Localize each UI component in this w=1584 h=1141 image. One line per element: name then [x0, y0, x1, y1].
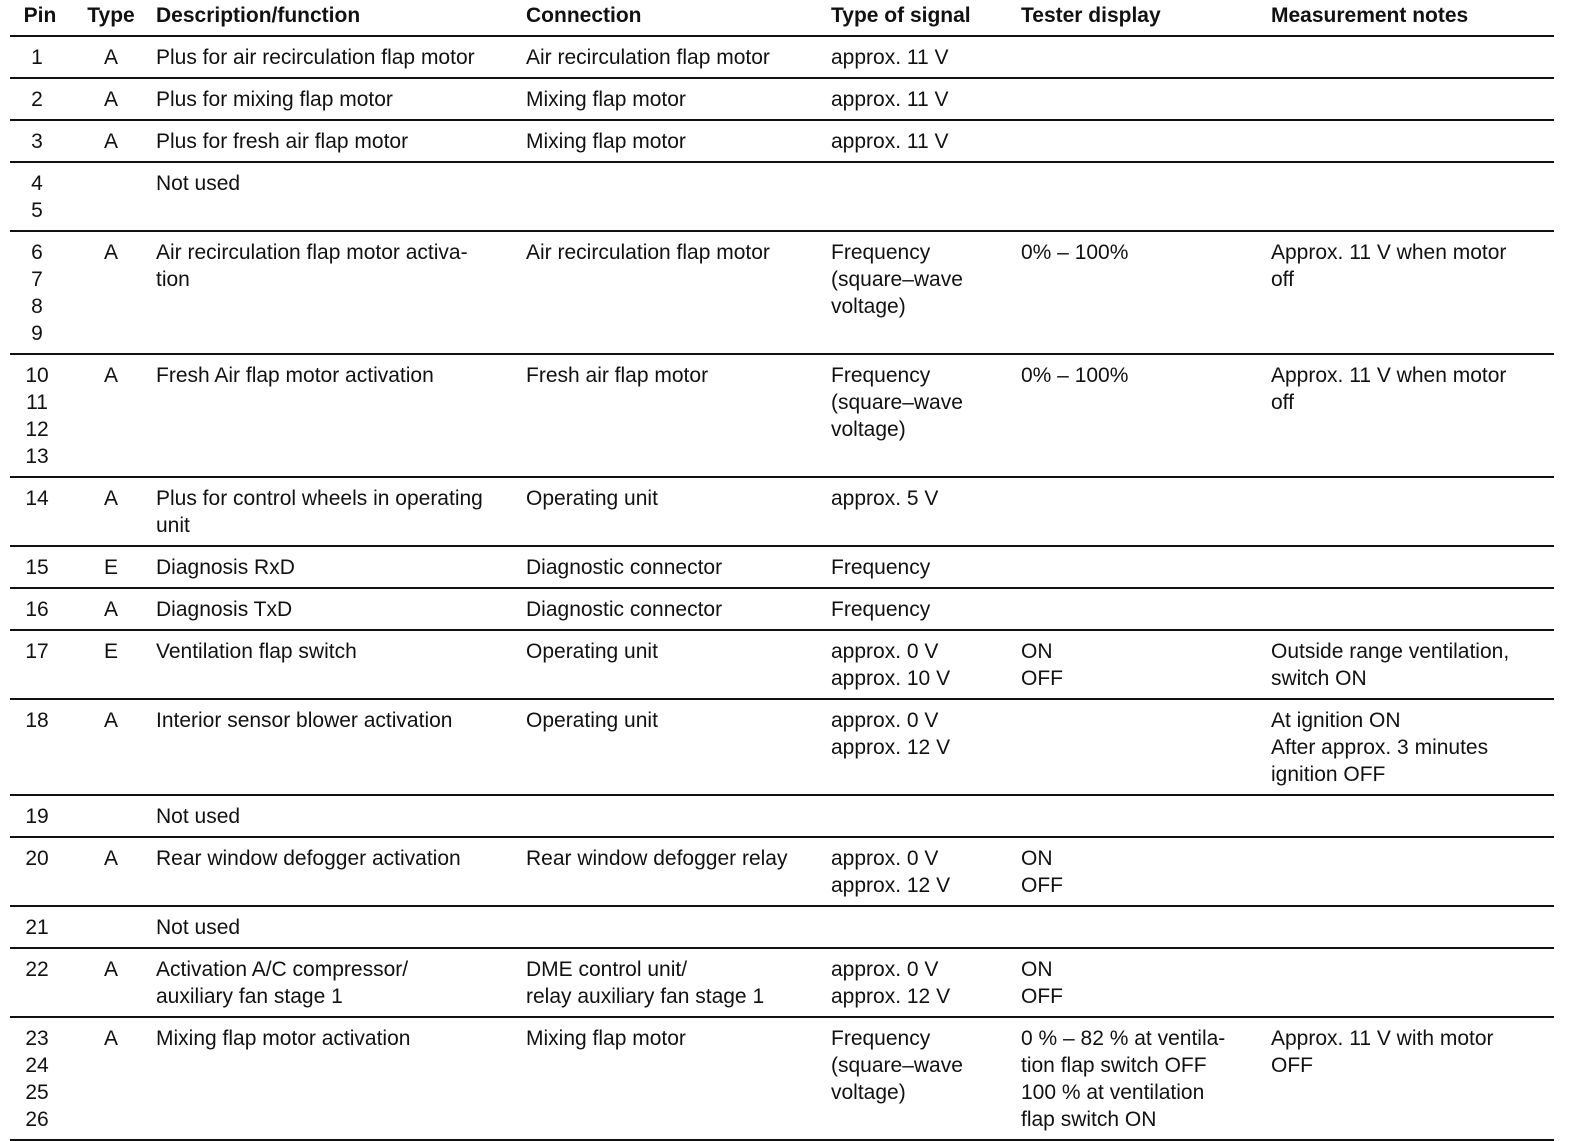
table-row — [10, 699, 1554, 795]
cell-notes — [1267, 162, 1554, 231]
cell-description: Fresh Air flap motor activation — [152, 354, 522, 477]
cell-type: E — [70, 546, 152, 588]
cell-tester — [1017, 477, 1267, 546]
cell-signal — [827, 795, 1017, 837]
cell-type: A — [70, 477, 152, 546]
cell-notes — [1267, 588, 1554, 630]
cell-notes — [1267, 120, 1554, 162]
header-connection: Connection — [522, 0, 827, 36]
cell-pin: 23 24 25 26 — [10, 1017, 70, 1140]
table-row — [10, 120, 1554, 162]
cell-pin: 10 11 12 13 — [10, 354, 70, 477]
cell-description: Air recirculation flap motor activa- tion — [152, 231, 522, 354]
cell-tester — [1017, 120, 1267, 162]
cell-type: A — [70, 36, 152, 78]
cell-connection — [522, 162, 827, 231]
cell-description: Plus for fresh air flap motor — [152, 120, 522, 162]
table-body — [10, 36, 1554, 1140]
cell-signal — [827, 162, 1017, 231]
cell-tester — [1017, 906, 1267, 948]
cell-tester — [1017, 795, 1267, 837]
header-notes: Measurement notes — [1267, 0, 1554, 36]
cell-tester — [1017, 588, 1267, 630]
cell-pin: 15 — [10, 546, 70, 588]
cell-tester — [1017, 36, 1267, 78]
cell-type: E — [70, 630, 152, 699]
cell-type: A — [70, 78, 152, 120]
cell-description: Plus for air recirculation flap motor — [152, 36, 522, 78]
header-tester: Tester display — [1017, 0, 1267, 36]
cell-signal — [827, 906, 1017, 948]
cell-notes — [1267, 837, 1554, 906]
cell-type: A — [70, 588, 152, 630]
table-row — [10, 354, 1554, 477]
cell-pin: 17 — [10, 630, 70, 699]
cell-connection: DME control unit/ relay auxiliary fan stage 1 — [522, 948, 827, 1017]
cell-type — [70, 162, 152, 231]
cell-tester — [1017, 78, 1267, 120]
cell-notes — [1267, 78, 1554, 120]
cell-notes — [1267, 546, 1554, 588]
cell-connection — [522, 795, 827, 837]
table-row — [10, 162, 1554, 231]
cell-description: Mixing flap motor activation — [152, 1017, 522, 1140]
cell-pin: 2 — [10, 78, 70, 120]
table-row — [10, 948, 1554, 1017]
cell-connection: Air recirculation flap motor — [522, 36, 827, 78]
cell-description: Not used — [152, 906, 522, 948]
cell-connection: Fresh air flap motor — [522, 354, 827, 477]
cell-notes — [1267, 906, 1554, 948]
cell-type: A — [70, 948, 152, 1017]
cell-signal: approx. 0 V approx. 12 V — [827, 699, 1017, 795]
cell-description: Diagnosis TxD — [152, 588, 522, 630]
cell-pin: 3 — [10, 120, 70, 162]
cell-notes: Approx. 11 V when motor off — [1267, 231, 1554, 354]
cell-tester: 0% – 100% — [1017, 354, 1267, 477]
cell-tester: 0% – 100% — [1017, 231, 1267, 354]
cell-connection: Operating unit — [522, 630, 827, 699]
table-header — [10, 0, 1554, 36]
cell-tester — [1017, 699, 1267, 795]
table-row — [10, 231, 1554, 354]
cell-tester — [1017, 162, 1267, 231]
cell-signal: Frequency (square–wave voltage) — [827, 231, 1017, 354]
cell-pin: 4 5 — [10, 162, 70, 231]
cell-description: Plus for control wheels in operating unit — [152, 477, 522, 546]
cell-notes — [1267, 36, 1554, 78]
cell-pin: 16 — [10, 588, 70, 630]
cell-notes — [1267, 477, 1554, 546]
cell-description: Not used — [152, 795, 522, 837]
cell-pin: 1 — [10, 36, 70, 78]
cell-tester: ON OFF — [1017, 837, 1267, 906]
cell-signal: approx. 11 V — [827, 36, 1017, 78]
cell-connection: Mixing flap motor — [522, 1017, 827, 1140]
cell-type: A — [70, 837, 152, 906]
cell-notes: At ignition ON After approx. 3 minutes ignition OFF — [1267, 699, 1554, 795]
cell-tester — [1017, 546, 1267, 588]
header-signal: Type of signal — [827, 0, 1017, 36]
header-row — [10, 0, 1554, 36]
cell-description: Plus for mixing flap motor — [152, 78, 522, 120]
table-row — [10, 837, 1554, 906]
table-row — [10, 906, 1554, 948]
cell-connection: Mixing flap motor — [522, 120, 827, 162]
cell-connection: Air recirculation flap motor — [522, 231, 827, 354]
cell-signal: approx. 5 V — [827, 477, 1017, 546]
cell-signal: approx. 0 V approx. 12 V — [827, 837, 1017, 906]
cell-type: A — [70, 231, 152, 354]
cell-notes — [1267, 948, 1554, 1017]
cell-connection: Operating unit — [522, 477, 827, 546]
cell-signal: Frequency (square–wave voltage) — [827, 1017, 1017, 1140]
cell-signal: Frequency — [827, 588, 1017, 630]
cell-type — [70, 795, 152, 837]
cell-pin: 14 — [10, 477, 70, 546]
cell-type: A — [70, 1017, 152, 1140]
cell-pin: 21 — [10, 906, 70, 948]
cell-signal: approx. 11 V — [827, 78, 1017, 120]
cell-pin: 6 7 8 9 — [10, 231, 70, 354]
cell-description: Interior sensor blower activation — [152, 699, 522, 795]
table-row — [10, 36, 1554, 78]
cell-signal: Frequency — [827, 546, 1017, 588]
cell-connection: Diagnostic connector — [522, 588, 827, 630]
table-row — [10, 477, 1554, 546]
cell-description: Ventilation flap switch — [152, 630, 522, 699]
cell-connection: Diagnostic connector — [522, 546, 827, 588]
cell-signal: approx. 0 V approx. 10 V — [827, 630, 1017, 699]
cell-tester: 0 % – 82 % at ventila- tion flap switch OFF 100 % at ventilation flap switch ON — [1017, 1017, 1267, 1140]
table-row — [10, 1017, 1554, 1140]
cell-pin: 18 — [10, 699, 70, 795]
header-description: Description/function — [152, 0, 522, 36]
table-row — [10, 795, 1554, 837]
cell-pin: 20 — [10, 837, 70, 906]
header-type: Type — [70, 0, 152, 36]
cell-description: Diagnosis RxD — [152, 546, 522, 588]
pin-assignment-table — [10, 0, 1554, 1141]
cell-tester: ON OFF — [1017, 948, 1267, 1017]
cell-description: Rear window defogger activation — [152, 837, 522, 906]
cell-type — [70, 906, 152, 948]
table-row — [10, 78, 1554, 120]
cell-notes: Approx. 11 V when motor off — [1267, 354, 1554, 477]
header-pin: Pin — [10, 0, 70, 36]
cell-description: Activation A/C compressor/ auxiliary fan stage 1 — [152, 948, 522, 1017]
cell-notes: Approx. 11 V with motor OFF — [1267, 1017, 1554, 1140]
cell-type: A — [70, 120, 152, 162]
cell-connection: Operating unit — [522, 699, 827, 795]
cell-signal: approx. 11 V — [827, 120, 1017, 162]
cell-connection: Mixing flap motor — [522, 78, 827, 120]
cell-pin: 19 — [10, 795, 70, 837]
cell-notes — [1267, 795, 1554, 837]
cell-type: A — [70, 354, 152, 477]
cell-tester: ON OFF — [1017, 630, 1267, 699]
cell-pin: 22 — [10, 948, 70, 1017]
cell-signal: approx. 0 V approx. 12 V — [827, 948, 1017, 1017]
table-row — [10, 630, 1554, 699]
cell-type: A — [70, 699, 152, 795]
cell-connection — [522, 906, 827, 948]
cell-connection: Rear window defogger relay — [522, 837, 827, 906]
table-row — [10, 546, 1554, 588]
table-row — [10, 588, 1554, 630]
cell-signal: Frequency (square–wave voltage) — [827, 354, 1017, 477]
cell-description: Not used — [152, 162, 522, 231]
cell-notes: Outside range ventilation, switch ON — [1267, 630, 1554, 699]
